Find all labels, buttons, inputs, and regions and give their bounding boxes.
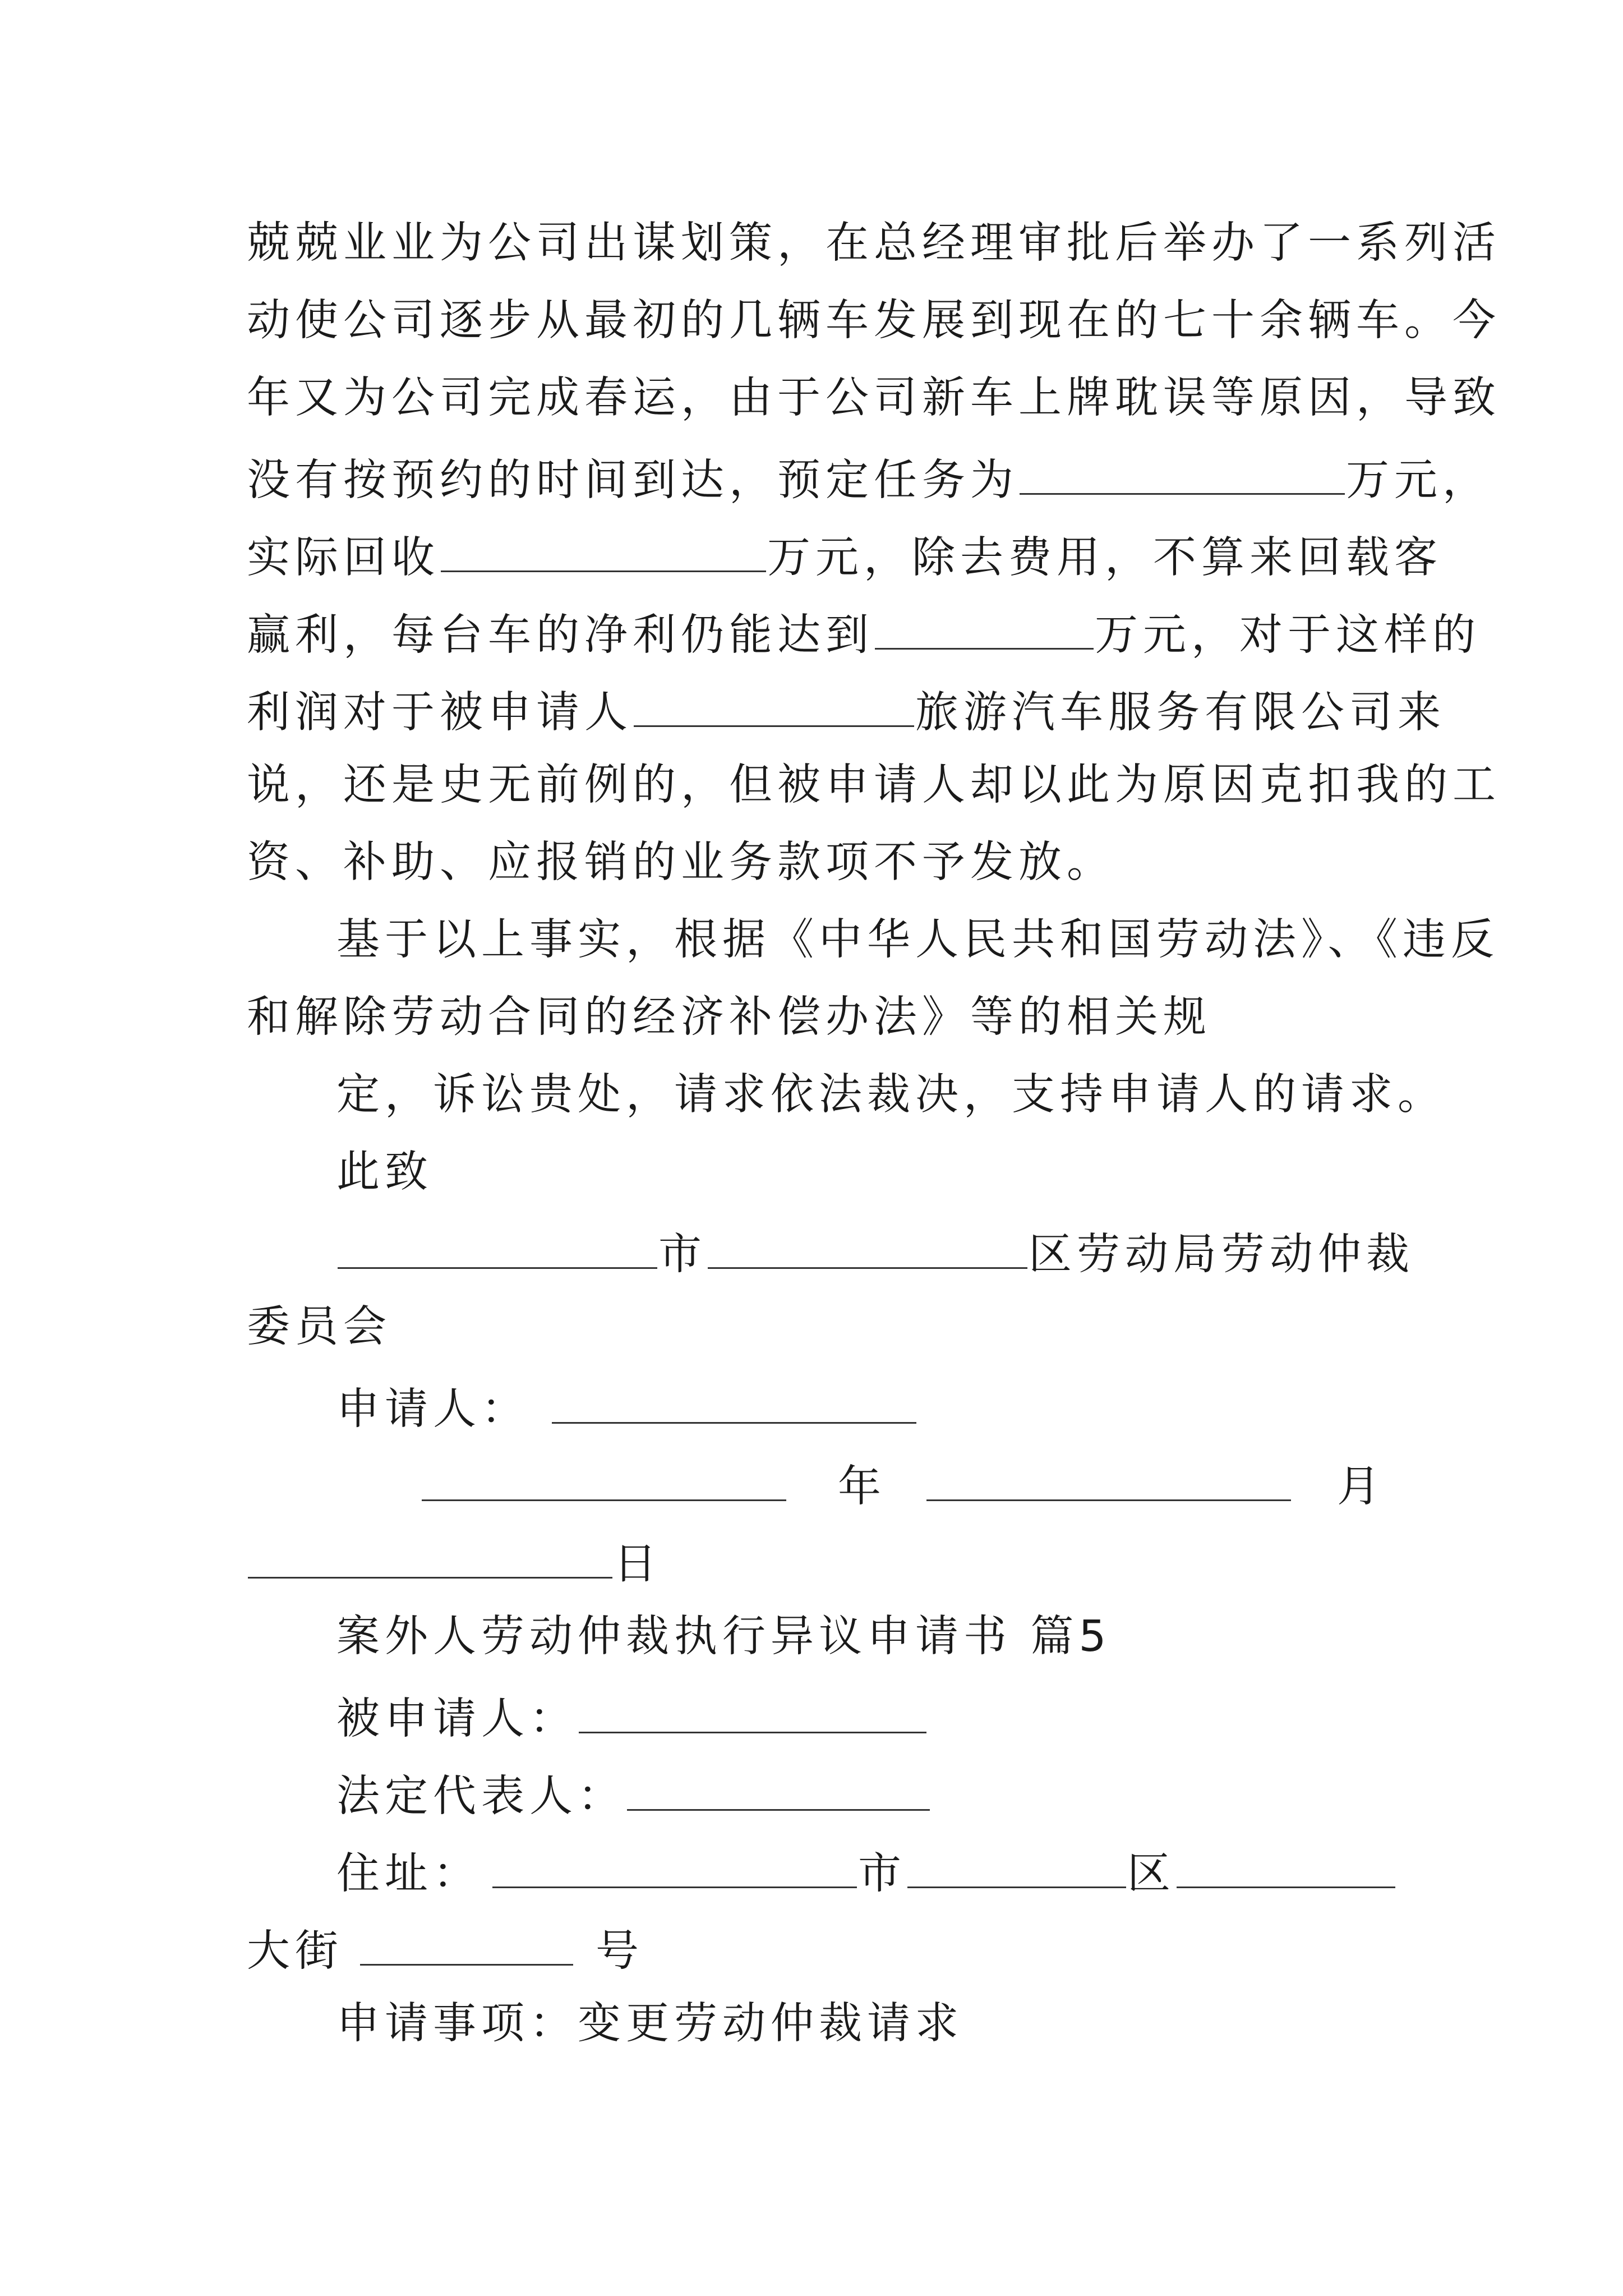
text-line: 年又为公司完成春运，由于公司新车上牌耽误等原因，导致 <box>247 373 1501 423</box>
text-line: 实际回收 万元，除去费用，不算来回载客 <box>247 531 1442 579</box>
addressee-line: 市 区劳动局劳动仲裁 <box>336 1228 1414 1276</box>
applicant-field[interactable] <box>552 1383 916 1424</box>
month-field[interactable] <box>926 1460 1291 1501</box>
text-line: 基于以上事实，根据《中华人民共和国劳动法》、《违反 <box>336 915 1499 965</box>
blank-field[interactable] <box>441 531 766 572</box>
text-line: 定，诉讼贵处，请求依法裁决，支持申请人的请求。 <box>336 1070 1446 1120</box>
blank-field[interactable] <box>1177 1847 1395 1888</box>
salutation: 此致 <box>336 1147 433 1197</box>
respondent-line: 被申请人： <box>336 1692 928 1741</box>
respondent-field[interactable] <box>579 1692 926 1733</box>
text-line: 没有按预约的时间到达，预定任务为 万元， <box>247 454 1491 502</box>
blank-field[interactable] <box>875 609 1094 650</box>
blank-field[interactable] <box>338 1228 657 1269</box>
text-line: 委员会 <box>247 1302 391 1352</box>
blank-field[interactable] <box>1020 454 1345 495</box>
legal-rep-field[interactable] <box>627 1770 930 1811</box>
text-line: 说，还是史无前例的，但被申请人却以此为原因克扣我的工 <box>247 760 1501 810</box>
date-line: 年 月 <box>421 1460 1385 1508</box>
text-line: 利润对于被申请人 旅游汽车服务有限公司来 <box>247 686 1446 734</box>
blank-field[interactable] <box>907 1847 1126 1888</box>
day-field[interactable] <box>248 1538 612 1579</box>
text-line: 兢兢业业为公司出谋划策，在总经理审批后举办了一系列活 <box>247 218 1501 268</box>
address-field[interactable] <box>492 1847 857 1888</box>
applicant-line: 申请人： <box>336 1383 917 1431</box>
street-line: 大街 号 <box>247 1925 644 1973</box>
text-line: 动使公司逐步从最初的几辆车发展到现在的七十余辆车。今 <box>247 296 1501 346</box>
year-field[interactable] <box>422 1460 786 1501</box>
blank-field[interactable] <box>708 1228 1027 1269</box>
street-field[interactable] <box>360 1925 573 1966</box>
text-line: 和解除劳动合同的经济补偿办法》等的相关规 <box>247 992 1211 1042</box>
blank-field[interactable] <box>634 686 914 727</box>
legal-rep-line: 法定代表人： <box>336 1770 931 1818</box>
text-line: 资、补助、应报销的业务款项不予发放。 <box>247 838 1115 887</box>
section-title: 案外人劳动仲裁执行异议申请书 篇5 <box>336 1612 1112 1662</box>
date-line: 日 <box>247 1538 662 1586</box>
text-line: 赢利，每台车的净利仍能达到 万元，对于这样的 <box>247 609 1481 657</box>
request-line: 申请事项：变更劳动仲裁请求 <box>336 1999 963 2049</box>
address-line: 住址： 市 区 <box>336 1847 1396 1895</box>
